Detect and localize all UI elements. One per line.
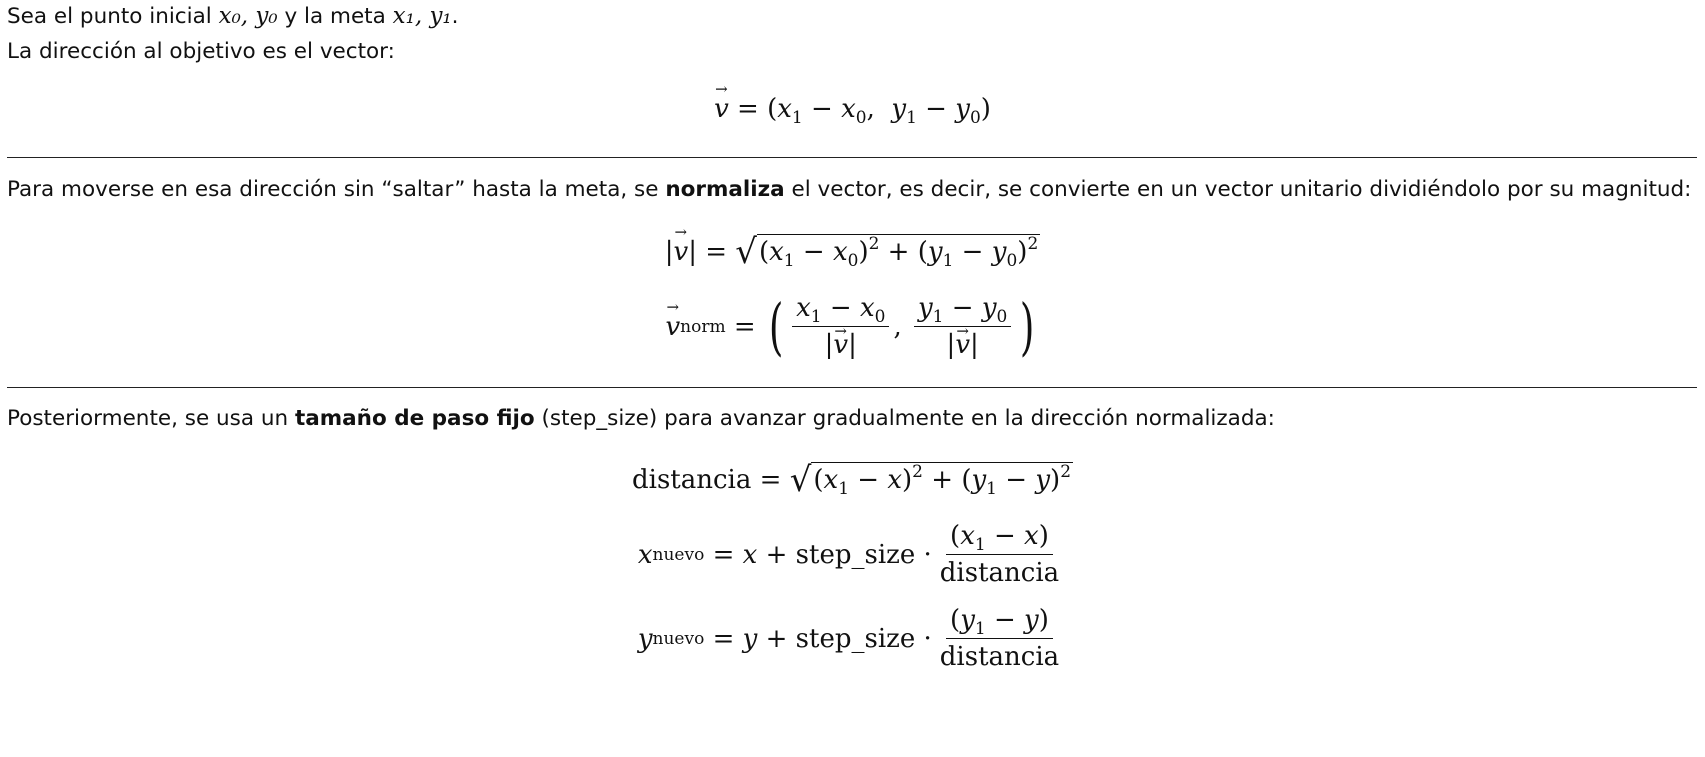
intro-paragraph <box>7 2 459 31</box>
y-step-size: step_size <box>795 623 916 654</box>
x-denominator: distancia <box>939 558 1060 588</box>
normalize-after: el vector, es decir, se convierte en un vector unitario dividiéndolo por su magnitud: <box>784 177 1692 202</box>
start-point-math: x₀, y₀ <box>218 3 278 29</box>
vector-equation: → $v = (x_1 - x_0$, $y_1 - y_0$) <box>0 94 1705 124</box>
normalize-paragraph <box>7 176 1691 204</box>
direction-paragraph: La dirección al objetivo es el vector: <box>7 39 395 64</box>
step-after: (step_size) para avanzar gradualmente en la dirección normalizada: <box>534 406 1275 431</box>
magnitude-equation: |→ $v| = √(x_1 - x_0)^2 + (y_1 - y_0)^2$ <box>0 232 1705 272</box>
step-before: Posteriormente, se usa un <box>7 406 295 431</box>
goal-point-math: x₁, y₁ <box>392 3 452 29</box>
divider <box>7 387 1697 388</box>
step-bold: tamaño de paso fijo <box>294 406 535 431</box>
x-new-equation: x nuevo = x + step_size · $\frac{(x_1 - x)}{\text{distancia}}$ <box>0 520 1705 589</box>
x-step-size: step_size <box>795 539 916 570</box>
normalized-vector-equation: → v norm = ( $\frac{x_1 - x_0}{|\to v|}$ , $\frac{y_1 - y_0}{|\to v|}$ ) <box>0 292 1705 361</box>
intro-prefix: Sea el punto inicial <box>7 4 219 29</box>
y-new-equation: y nuevo = y + step_size · $\frac{(y_1 - y)}{\text{distancia}}$ <box>0 604 1705 673</box>
intro-middle: y la meta <box>277 4 393 29</box>
normalize-bold: normaliza <box>665 177 785 202</box>
normalize-before: Para moverse en esa dirección sin “saltar” hasta la meta, se <box>7 177 666 202</box>
distance-equation: distancia = $√(x_1 - x)^2 + (y_1 - y)^2$ <box>631 460 1072 500</box>
distance-label: distancia <box>631 465 752 495</box>
y-denominator: distancia <box>939 642 1060 672</box>
step-size-paragraph <box>7 405 1275 433</box>
divider <box>7 157 1697 158</box>
intro-suffix: . <box>451 4 459 29</box>
